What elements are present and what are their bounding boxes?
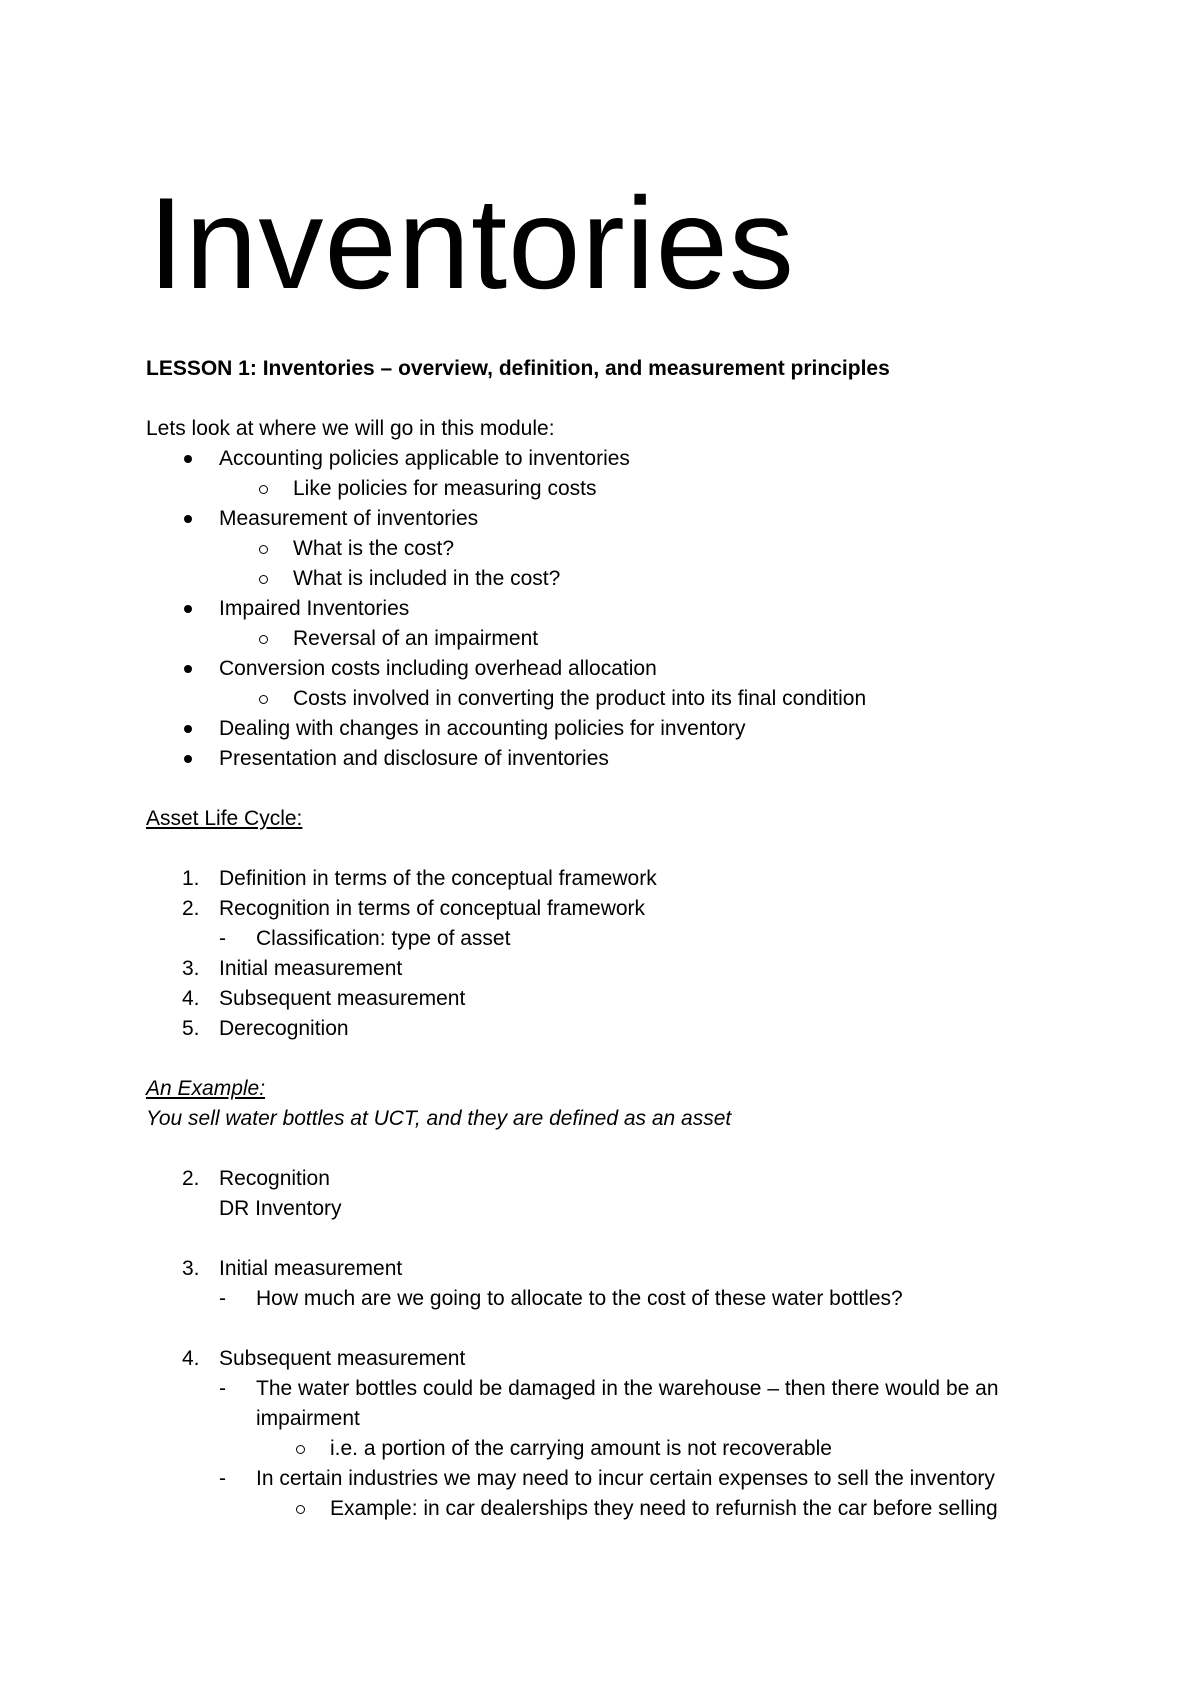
module-list — [146, 444, 1126, 774]
list-subitem: - In certain industries we may need to incur certain expenses to sell the inventory — [146, 1464, 1126, 1494]
list-subitem: - The water bottles could be damaged in the warehouse – then there would be an impairment — [146, 1374, 1126, 1434]
circle-bullet-icon — [259, 575, 268, 584]
intro-text: Lets look at where we will go in this module: — [146, 417, 555, 440]
list-item: Dealing with changes in accounting policies for inventory — [146, 714, 1126, 744]
list-subsubitem: Example: in car dealerships they need to refurnish the car before selling — [146, 1494, 1126, 1524]
circle-bullet-icon — [296, 1445, 305, 1454]
list-item: Presentation and disclosure of inventories — [146, 744, 1126, 774]
circle-bullet-icon — [259, 485, 268, 494]
dash-marker: - — [219, 1377, 226, 1400]
list-item: 2. Recognition — [182, 1167, 330, 1190]
list-item: 5. Derecognition — [182, 1017, 349, 1040]
list-item: Impaired Inventories — [146, 594, 1126, 624]
asset-life-cycle-heading: Asset Life Cycle: — [146, 807, 303, 830]
dash-marker: - — [219, 1287, 226, 1310]
list-subitem: - Classification: type of asset — [146, 924, 1126, 954]
list-item: 1. Definition in terms of the conceptual framework — [182, 867, 657, 890]
example-description: You sell water bottles at UCT, and they are defined as an asset — [146, 1107, 732, 1130]
list-item: 3. Initial measurement — [182, 957, 403, 980]
list-subitem: What is included in the cost? — [146, 564, 1126, 594]
list-item: 3. Initial measurement — [182, 1257, 403, 1280]
lesson-heading: LESSON 1: Inventories – overview, definition, and measurement principles — [146, 357, 890, 380]
circle-bullet-icon — [296, 1505, 305, 1514]
list-subitem: - How much are we going to allocate to the cost of these water bottles? — [146, 1284, 1126, 1314]
document-title: Inventories — [148, 170, 795, 316]
list-subitem: Reversal of an impairment — [146, 624, 1126, 654]
list-item: 4. Subsequent measurement — [182, 1347, 466, 1370]
circle-bullet-icon — [259, 545, 268, 554]
dash-marker: - — [219, 1467, 226, 1490]
list-item: 2. Recognition in terms of conceptual framework — [182, 897, 646, 920]
bullet-icon — [184, 515, 192, 523]
list-subitem: What is the cost? — [146, 534, 1126, 564]
list-item: Accounting policies applicable to inventories — [146, 444, 1126, 474]
bullet-icon — [184, 725, 192, 733]
bullet-icon — [184, 665, 192, 673]
list-item: Conversion costs including overhead allocation — [146, 654, 1126, 684]
dash-marker: - — [219, 927, 226, 950]
asset-life-cycle-list — [146, 864, 1126, 1044]
example-heading: An Example: — [146, 1077, 266, 1100]
bullet-icon — [184, 755, 192, 763]
example-list — [146, 1164, 1126, 1524]
list-item: Measurement of inventories — [146, 504, 1126, 534]
circle-bullet-icon — [259, 635, 268, 644]
list-subitem: Costs involved in converting the product into its final condition — [146, 684, 1126, 714]
bullet-icon — [184, 455, 192, 463]
list-subitem: Like policies for measuring costs — [146, 474, 1126, 504]
list-item: 4. Subsequent measurement — [182, 987, 466, 1010]
bullet-icon — [184, 605, 192, 613]
list-item-continuation: DR Inventory — [219, 1197, 342, 1220]
list-subsubitem: i.e. a portion of the carrying amount is not recoverable — [146, 1434, 1126, 1464]
document-body — [146, 354, 1126, 1524]
circle-bullet-icon — [259, 695, 268, 704]
